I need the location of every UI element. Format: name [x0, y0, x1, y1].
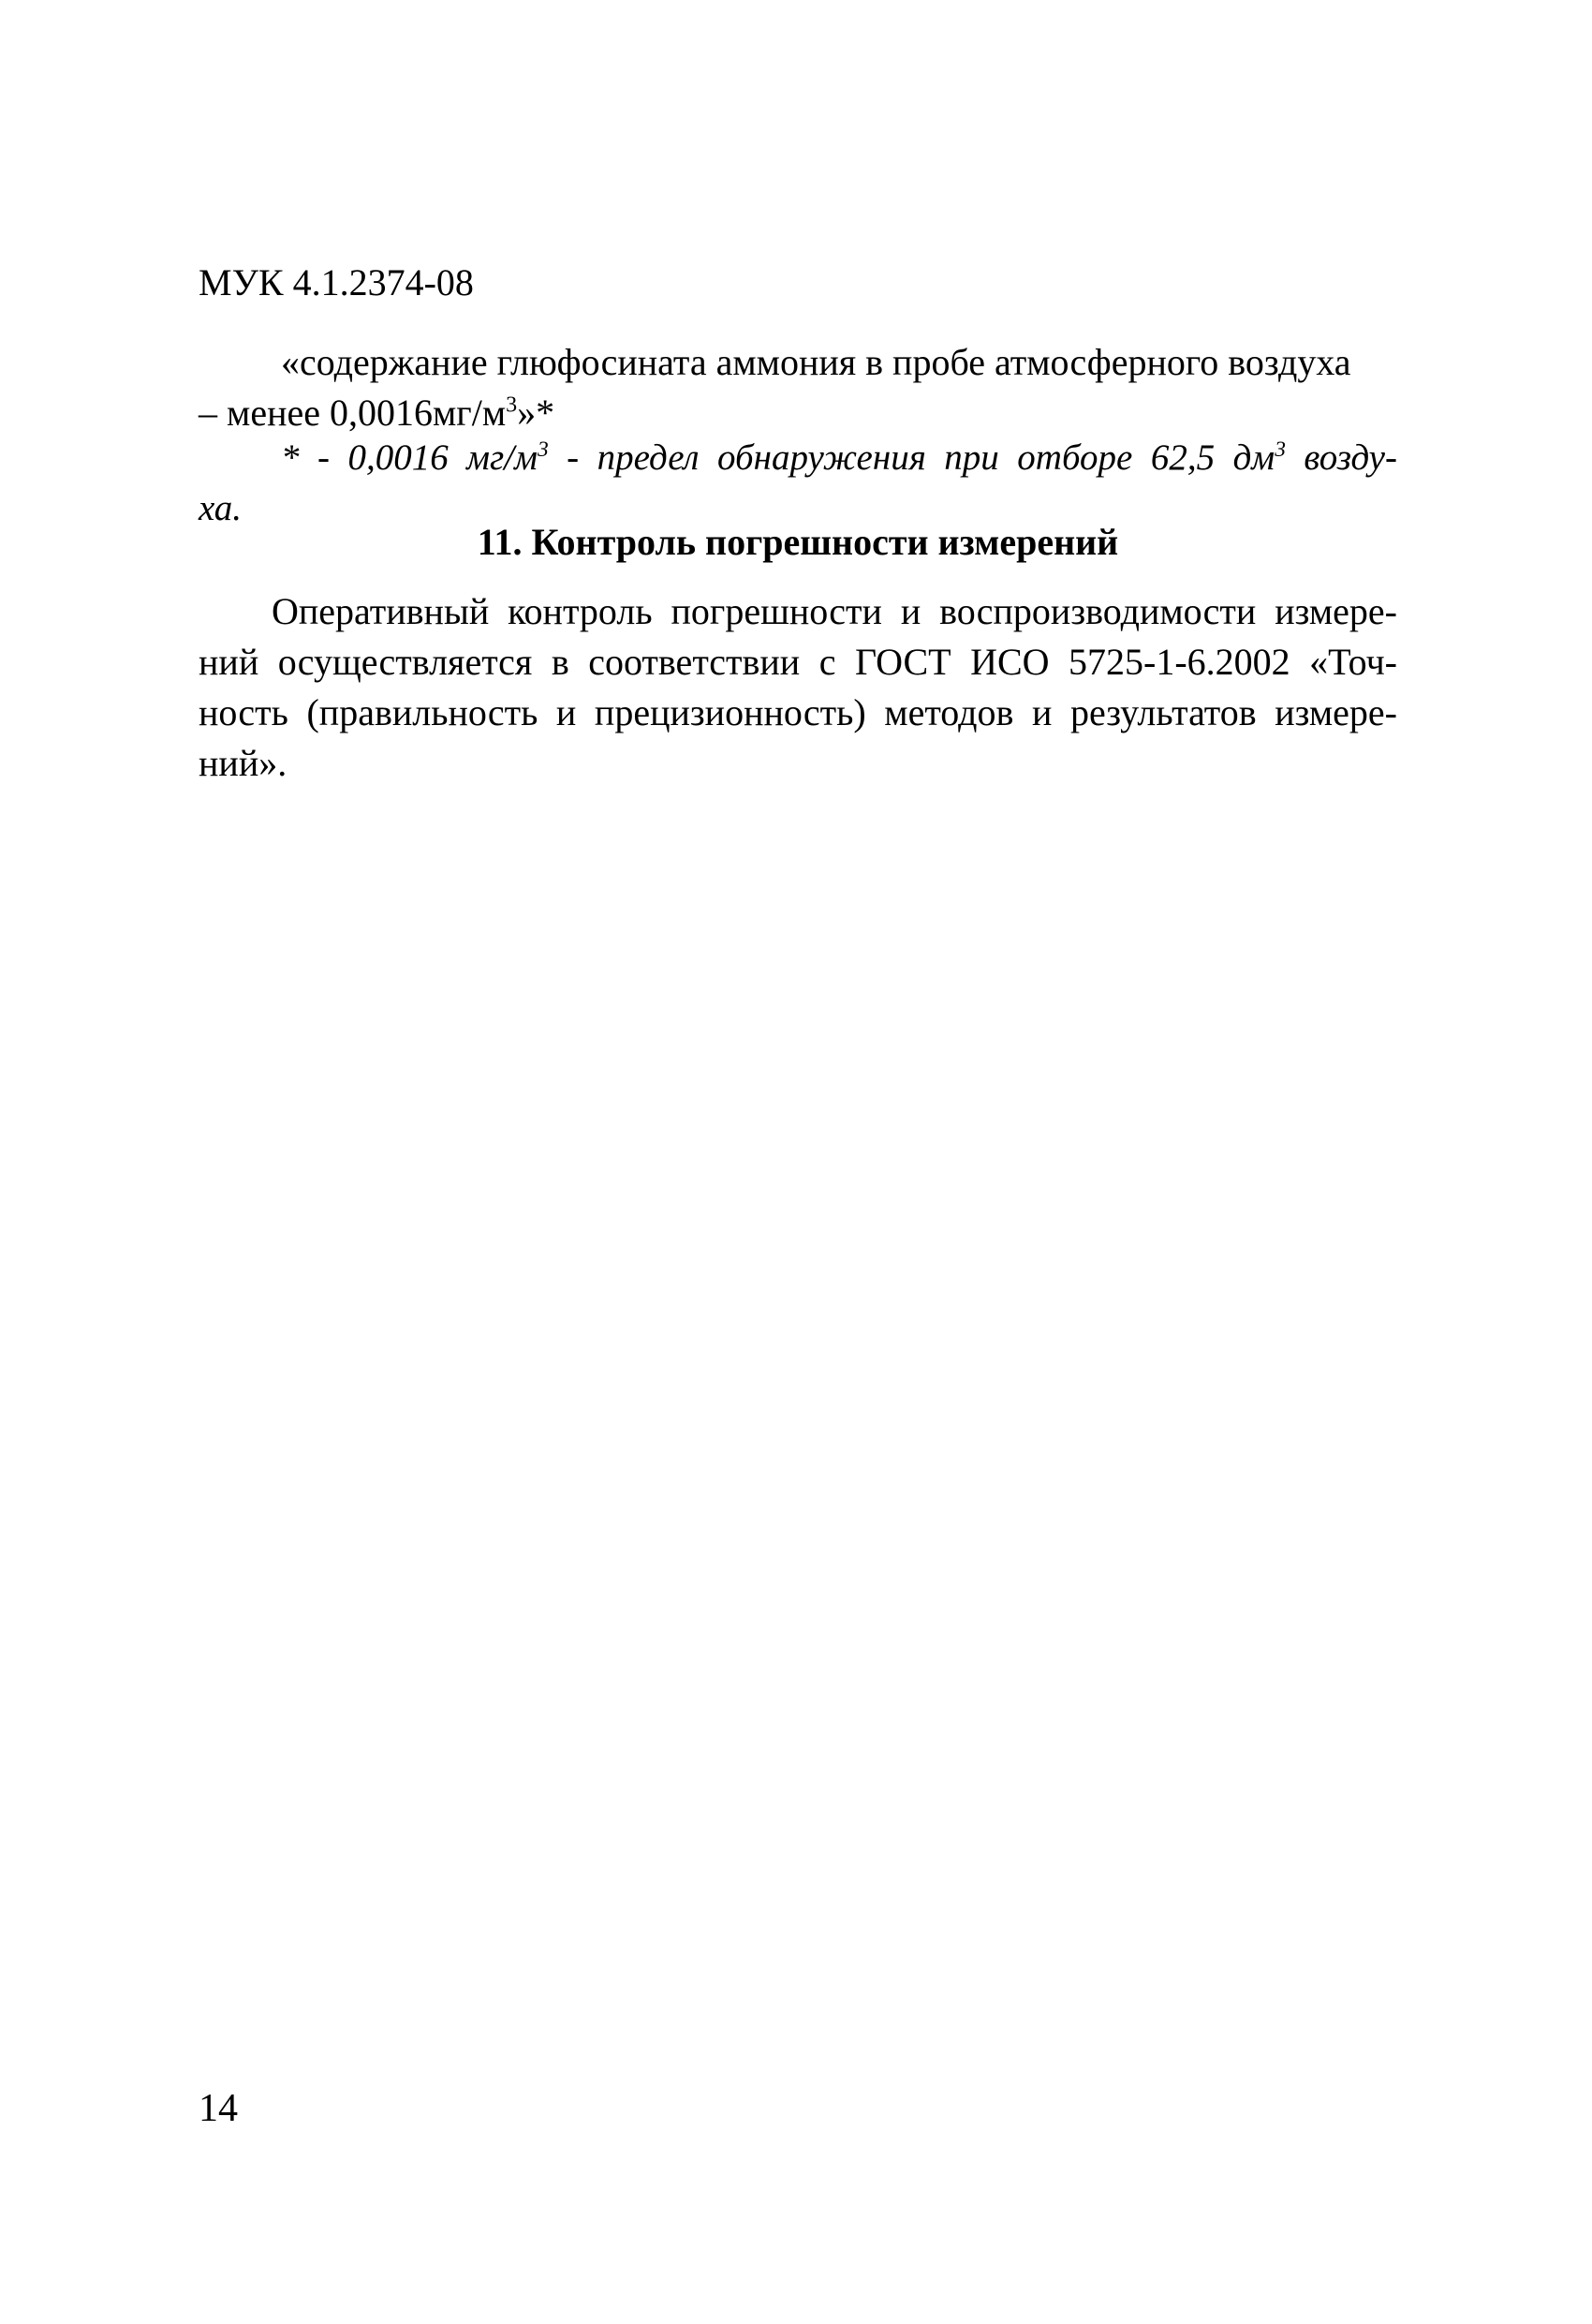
result-statement-line-2-end: »* [517, 392, 555, 434]
paragraph-line-2: ний осуществляется в соответствии с ГОСТ ИСО 5725-1-6.2002 «Точ- [199, 641, 1397, 683]
paragraph-line-4: ний». [199, 742, 287, 784]
footnote-line-2: ха. [199, 488, 243, 528]
paragraph-line-1: Оперативный контроль погрешности и воспроизводимости измере- [272, 590, 1397, 632]
result-statement-line-2 [199, 388, 1397, 438]
footnote-line-1 [199, 433, 1397, 483]
footnote-text-3: возду- [1285, 437, 1397, 478]
section-heading: 11. Контроль погрешности измерений [477, 521, 1119, 563]
section-paragraph [199, 586, 1397, 789]
footnote-superscript-1: 3 [538, 437, 549, 462]
result-statement-line-2-text: – менее 0,0016мг/м [199, 392, 507, 434]
result-statement-superscript: 3 [506, 392, 518, 418]
footnote-text-2: - предел обнаружения при отборе 62,5 дм [548, 437, 1275, 478]
footnote-text-1: * - 0,0016 мг/м [281, 437, 538, 478]
result-statement-line-1: «содержание глюфосината аммония в пробе атмосферного воздуха [281, 341, 1351, 383]
document-code-header: МУК 4.1.2374-08 [199, 261, 474, 303]
footnote-superscript-2: 3 [1275, 437, 1286, 462]
paragraph-line-3: ность (правильность и прецизионность) методов и результатов измере- [199, 691, 1397, 733]
page-number: 14 [199, 2087, 238, 2130]
result-statement [199, 337, 1397, 438]
